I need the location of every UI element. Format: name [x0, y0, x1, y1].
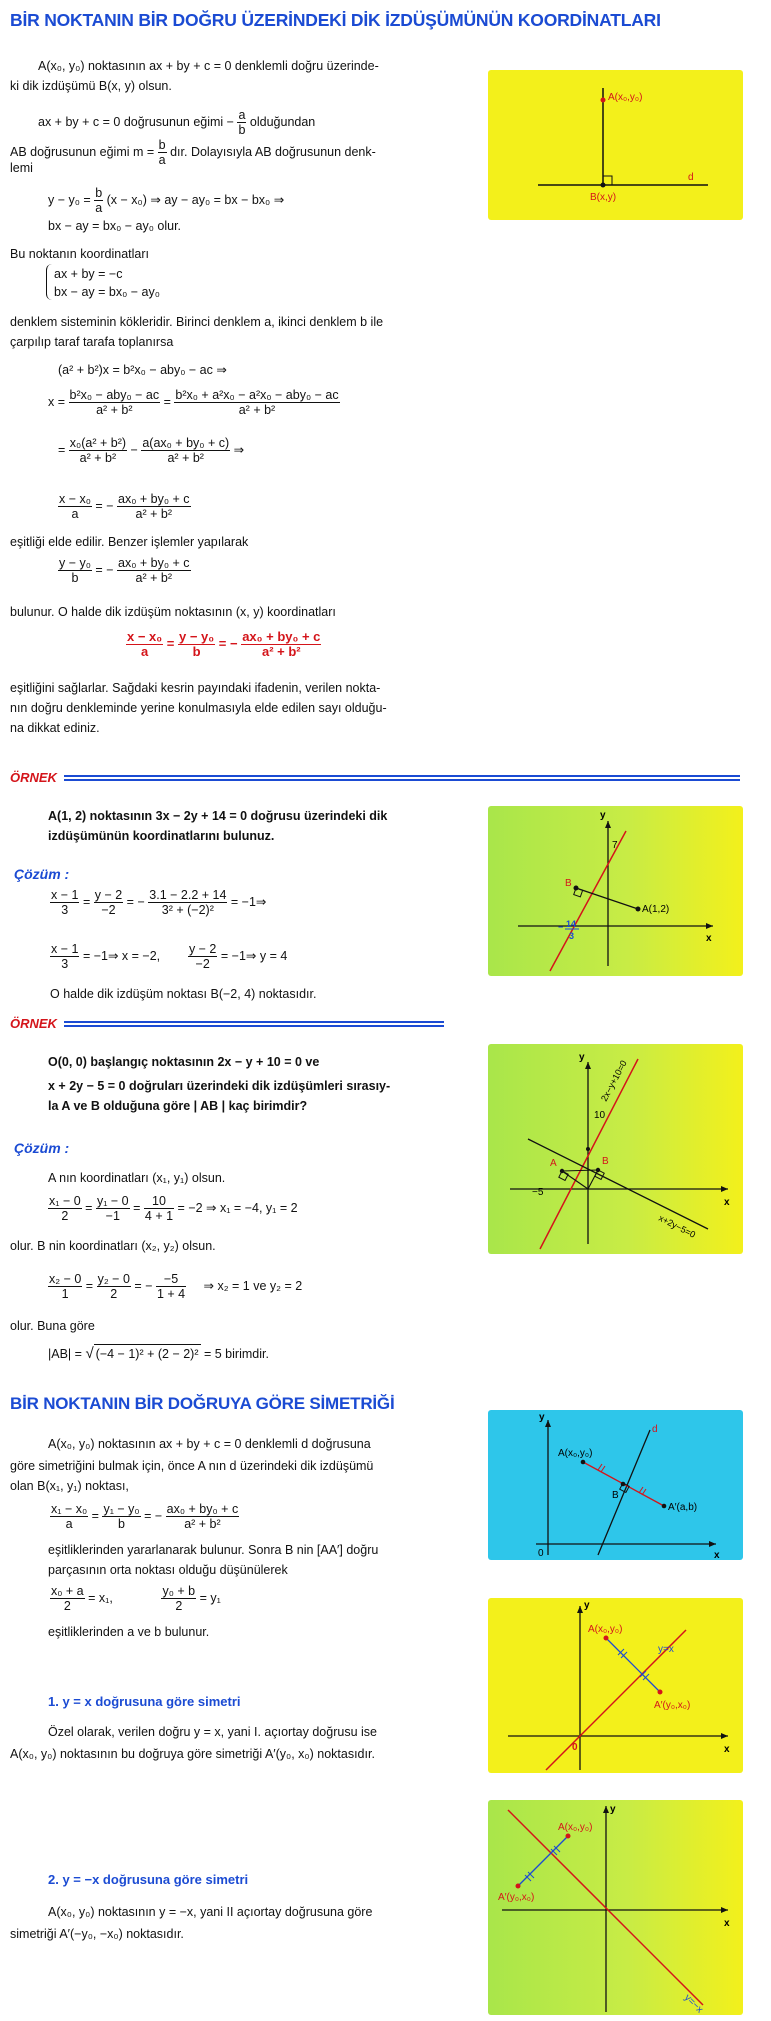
equation-line — [58, 556, 191, 585]
figure-y-equals-minus-x-svg — [488, 1800, 743, 2015]
implies-arrow: ⇒ — [233, 442, 245, 457]
line-x+2y-5 — [528, 1139, 708, 1229]
minus-sign: − — [154, 1508, 163, 1523]
numerator: x₂ − 0 — [49, 1272, 82, 1286]
denominator: b — [118, 1517, 125, 1531]
fraction — [50, 942, 79, 971]
point-b — [574, 886, 579, 891]
equals: = — [85, 1200, 93, 1215]
label-b: B — [612, 1490, 619, 1501]
point-a — [601, 98, 606, 103]
label-a: A(x₀,y₀) — [588, 1624, 623, 1635]
point-a — [560, 1169, 564, 1173]
example-label: ÖRNEK — [10, 1016, 57, 1031]
point-a-prime — [516, 1884, 521, 1889]
numerator: 3.1 − 2.2 + 14 — [149, 888, 227, 902]
fraction-b-over-a — [158, 138, 167, 167]
label-3: 3 — [569, 931, 575, 941]
y-label: y — [579, 1052, 585, 1063]
x-axis-arrow — [721, 1907, 728, 1913]
fraction — [144, 1194, 174, 1223]
y-axis-arrow — [603, 1806, 609, 1813]
minus-sign: − — [106, 498, 114, 513]
denominator: a — [71, 507, 79, 521]
denominator: 3² + (−2)² — [161, 903, 214, 917]
minus-sign: − — [106, 562, 114, 577]
label-a-prime: A′(y₀,x₀) — [654, 1700, 691, 1711]
equals: = — [82, 894, 91, 909]
text-line: parçasının orta noktası olduğu düşünülerek — [48, 1563, 288, 1577]
solution-eq — [50, 942, 287, 971]
equals: = — [85, 1278, 94, 1293]
question-line: la A ve B olduğuna göre | AB | kaç birimdir? — [48, 1099, 308, 1113]
text-line: göre simetriğini bulmak için, önce A nın d üzerindeki dik izdüşümü — [10, 1459, 374, 1473]
text: = −1⇒ y = 4 — [220, 948, 288, 963]
x-label: x — [724, 1744, 730, 1755]
numerator: y − 2 — [94, 888, 123, 902]
origin-label: 0 — [572, 1742, 578, 1753]
denominator: 2 — [61, 1209, 69, 1223]
label-minus: − — [558, 922, 564, 932]
denominator: −1 — [105, 1209, 120, 1223]
tick-mark — [598, 1464, 602, 1470]
section-title-symmetry: BİR NOKTANIN BİR DOĞRUYA GÖRE SİMETRİĞİ — [10, 1394, 395, 1413]
label-line2: x+2y−5=0 — [657, 1212, 698, 1240]
denominator: 2 — [63, 1599, 71, 1613]
segment-oa — [562, 1171, 588, 1189]
equals: = — [218, 635, 227, 651]
label-a-prime: A′(y₀,x₀) — [498, 1892, 535, 1903]
label-line: y=x — [658, 1644, 674, 1655]
numerator: x − 1 — [51, 942, 79, 956]
denominator: 1 + 4 — [156, 1287, 186, 1301]
denominator: a² + b² — [261, 644, 301, 659]
figure-projection-panel — [488, 70, 743, 220]
numerator: −5 — [156, 1272, 186, 1287]
minus-sign: − — [130, 442, 138, 457]
text: dır. Dolayısıyla AB doğrusunun denk- — [170, 144, 376, 159]
denominator: a — [65, 1517, 73, 1531]
figure-example2-svg — [488, 1044, 743, 1254]
numerator: x₀ + a — [51, 1584, 84, 1598]
text-line: nın doğru denkleminde yerine konulmasıyla elde edilen sayı olduğu- — [10, 701, 387, 715]
fraction — [161, 1584, 196, 1613]
text-line: A(x₀, y₀) noktasının ax + by + c = 0 denklemli d doğrusuna — [48, 1437, 371, 1451]
tick-mark — [601, 1466, 605, 1472]
text-line: simetriği A′(−y₀, −x₀) noktasıdır. — [10, 1927, 184, 1941]
figure-y-equals-minus-x-panel — [488, 1800, 743, 2015]
system-eq: bx − ay = bx₀ − ay₀ — [54, 285, 160, 299]
numerator: y − 2 — [188, 942, 217, 956]
label-b: B — [565, 878, 572, 889]
text: = −1⇒ — [230, 894, 267, 909]
sqrt-sign: √ — [85, 1345, 94, 1362]
label-line1: 2x−y+10=0 — [598, 1058, 629, 1103]
text-line: lemi — [10, 161, 33, 175]
fraction — [174, 388, 339, 417]
denominator: a — [158, 153, 166, 167]
x-axis-arrow — [721, 1186, 728, 1192]
text-line: bulunur. O halde dik izdüşüm noktasının (x, y) koordinatları — [10, 605, 336, 619]
text-line: eşitliğini sağlarlar. Sağdaki kesrin payındaki ifadenin, verilen nokta- — [10, 681, 381, 695]
midpoint-eq — [50, 1584, 221, 1613]
system-brace — [46, 264, 53, 300]
text-line: denklem sisteminin kökleridir. Birinci denklem a, ikinci denklem b ile — [10, 315, 384, 329]
label-b: B — [602, 1156, 609, 1167]
label-a: A — [550, 1158, 557, 1169]
numerator: y₀ + b — [162, 1584, 196, 1598]
denominator: b — [238, 123, 246, 137]
label-7: 7 — [612, 840, 618, 851]
numerator: a(ax₀ + by₀ + c) — [142, 436, 230, 450]
figure-symmetry-svg — [488, 1410, 743, 1560]
numerator: x − x₀ — [127, 629, 163, 644]
numerator: x₀(a² + b²) — [69, 436, 127, 450]
label-d: d — [688, 172, 694, 183]
equals: = — [163, 394, 171, 409]
x-label: x — [714, 1550, 720, 1560]
point-b — [596, 1168, 600, 1172]
denominator: a² + b² — [184, 1517, 221, 1531]
label-a: A(x₀,y₀) — [558, 1822, 593, 1833]
fraction — [94, 888, 123, 917]
equals: = — [133, 1200, 141, 1215]
question-line: izdüşümünün koordinatlarını bulunuz. — [48, 829, 275, 843]
text-line: A(x₀, y₀) noktasının ax + by + c = 0 denklemli doğru üzerinde- — [38, 59, 379, 73]
y-axis-arrow — [545, 1420, 551, 1427]
numerator: b²x₀ − aby₀ − ac — [69, 388, 160, 402]
solution-eq — [48, 1272, 302, 1301]
boxed-result-formula — [126, 630, 321, 659]
label-b: B(x,y) — [590, 192, 617, 203]
x-axis-arrow — [709, 1541, 716, 1547]
denominator: 4 + 1 — [144, 1209, 174, 1223]
fraction — [58, 492, 92, 521]
question-line: x + 2y − 5 = 0 doğruları üzerindeki dik izdüşümleri sırasıy- — [48, 1079, 391, 1093]
text: = −2 ⇒ x₁ = −4, y₁ = 2 — [177, 1200, 298, 1215]
numerator: x₁ − x₀ — [51, 1502, 88, 1516]
fraction — [117, 492, 191, 521]
label-a-prime: A′(a,b) — [668, 1502, 698, 1513]
fraction — [97, 1272, 131, 1301]
label-14: 14 — [566, 919, 577, 929]
point-a — [581, 1460, 586, 1465]
denominator: a² + b² — [135, 571, 173, 585]
minus-sign: − — [145, 1278, 153, 1293]
denominator: a² + b² — [167, 451, 204, 465]
equation-line — [58, 492, 191, 521]
fraction — [50, 888, 79, 917]
figure-projection-svg — [488, 70, 743, 220]
text-line: eşitliği elde edilir. Benzer işlemler yapılarak — [10, 535, 249, 549]
equation-line: bx − ay = bx₀ − ay₀ olur. — [48, 219, 182, 233]
text-line: na dikkat ediniz. — [10, 721, 100, 735]
text-line: eşitliklerinden yararlanarak bulunur. Sonra B nin [AA′] doğru — [48, 1543, 379, 1557]
minus-sign: − — [229, 635, 238, 651]
y-axis-arrow — [577, 1606, 583, 1613]
denominator: 2 — [110, 1287, 118, 1301]
question-line: A(1, 2) noktasının 3x − 2y + 14 = 0 doğrusu üzerindeki dik — [48, 809, 388, 823]
text: = −1⇒ x = −2, — [82, 948, 161, 963]
system-eq: ax + by = −c — [54, 267, 123, 281]
numerator: b²x₀ + a²x₀ − a²x₀ − aby₀ − ac — [175, 388, 339, 402]
text: = 5 birimdir. — [203, 1347, 269, 1361]
equals: = — [58, 442, 66, 457]
fraction — [96, 1194, 130, 1223]
label-line: y=−x — [681, 1992, 705, 2015]
example-rule — [64, 775, 740, 783]
equals: = — [126, 894, 134, 909]
text-line: olan B(x₁, y₁) noktası, — [10, 1479, 129, 1493]
text: = y₁ — [199, 1590, 221, 1605]
denominator: a — [95, 201, 103, 215]
numerator: x − x₀ — [59, 492, 91, 506]
denominator: 3 — [61, 957, 69, 971]
slope-line — [38, 108, 315, 137]
denominator: b — [192, 644, 201, 659]
fraction-a-over-b — [237, 108, 246, 137]
text-line: A(x₀, y₀) noktasının y = −x, yani II açıortay doğrusuna göre — [48, 1905, 373, 1919]
solution-text: A nın koordinatları (x₁, y₁) olsun. — [48, 1171, 226, 1185]
segment-aa-prime — [518, 1836, 568, 1886]
tick-mark — [621, 1652, 627, 1658]
text: y − y₀ = — [48, 192, 91, 207]
origin-label: 0 — [538, 1548, 544, 1559]
point-a-prime — [658, 1690, 663, 1695]
fraction-b-over-a — [94, 186, 103, 215]
text: x = — [48, 394, 66, 409]
fraction — [48, 1272, 82, 1301]
denominator: 3 — [61, 903, 69, 917]
subsection-title-y-equals-minus-x: 2. y = −x doğrusuna göre simetri — [48, 1872, 249, 1887]
tick-mark — [640, 1671, 646, 1677]
numerator: ax₀ + by₀ + c — [242, 629, 321, 644]
tick-mark — [643, 1674, 649, 1680]
question-line: O(0, 0) başlangıç noktasının 2x − y + 10 = 0 ve — [48, 1055, 320, 1069]
figure-y-equals-x-svg — [488, 1598, 743, 1773]
text: |AB| = — [48, 1347, 82, 1361]
solution-result: O halde dik izdüşüm noktası B(−2, 4) noktasıdır. — [50, 987, 317, 1001]
y-label: y — [584, 1600, 590, 1611]
text-line: çarpılıp taraf tarafa toplanırsa — [10, 335, 174, 349]
equals: = — [95, 562, 103, 577]
numerator: y₂ − 0 — [97, 1272, 130, 1286]
section-title-projection: BİR NOKTANIN BİR DOĞRU ÜZERİNDEKİ DİK İZDÜŞÜMÜNÜN KOORDİNATLARI — [10, 10, 661, 30]
subsection-title-y-equals-x: 1. y = x doğrusuna göre simetri — [48, 1694, 241, 1709]
text-line: ki dik izdüşümü B(x, y) olsun. — [10, 79, 172, 93]
minus-sign: − — [226, 114, 234, 129]
x-axis-arrow — [706, 923, 713, 929]
fraction — [50, 1502, 88, 1531]
text: ax + by + c = 0 doğrusunun eğimi — [38, 114, 224, 129]
x-axis-arrow — [721, 1733, 728, 1739]
label-a: A(x₀,y₀) — [558, 1448, 593, 1459]
fraction — [166, 1502, 240, 1531]
numerator: y − y₀ — [178, 629, 215, 644]
point-a — [566, 1834, 571, 1839]
fraction — [156, 1272, 186, 1301]
fraction — [102, 1502, 140, 1531]
text-line: eşitliklerinden a ve b bulunur. — [48, 1625, 210, 1639]
fraction — [126, 630, 163, 659]
denominator: a² + b² — [79, 451, 117, 465]
equals: = — [134, 1278, 142, 1293]
denominator: 2 — [175, 1599, 183, 1613]
fraction — [48, 1194, 82, 1223]
fraction — [117, 556, 191, 585]
text: ⇒ x₂ = 1 ve y₂ = 2 — [203, 1278, 303, 1293]
equation-line — [48, 186, 284, 215]
fraction — [178, 630, 215, 659]
point-b — [621, 1482, 626, 1487]
fraction — [58, 556, 92, 585]
numerator: x₁ − 0 — [49, 1194, 81, 1208]
y-label: y — [600, 810, 606, 821]
figure-symmetry-panel — [488, 1410, 743, 1560]
numerator: a — [238, 108, 246, 122]
point-a-prime — [662, 1504, 667, 1509]
fraction — [141, 436, 230, 465]
example-label: ÖRNEK — [10, 770, 57, 785]
y-label: y — [539, 1412, 545, 1423]
tick-mark — [642, 1489, 646, 1495]
label-10: 10 — [594, 1110, 606, 1121]
symmetry-eq — [50, 1502, 239, 1531]
fraction — [69, 436, 127, 465]
equals: = — [91, 1508, 99, 1523]
denominator: 1 — [61, 1287, 69, 1301]
fraction — [69, 388, 161, 417]
y-axis-arrow — [585, 1062, 591, 1069]
equation-line — [58, 436, 244, 465]
fraction — [188, 942, 217, 971]
y-axis-arrow — [605, 821, 611, 828]
sqrt-radicand: (−4 − 1)² + (2 − 2)² — [94, 1344, 201, 1361]
denominator: a — [140, 644, 149, 659]
numerator: y − y₀ — [59, 556, 91, 570]
solution-eq — [48, 1194, 298, 1223]
x-label: x — [724, 1918, 730, 1929]
figure-y-equals-x-panel — [488, 1598, 743, 1773]
denominator: a² + b² — [96, 403, 133, 417]
numerator: b — [95, 186, 103, 200]
solution-label: Çözüm : — [14, 1140, 70, 1156]
line-2x-y+10 — [540, 1059, 638, 1249]
numerator: ax₀ + by₀ + c — [166, 1502, 239, 1516]
x-label: x — [724, 1197, 730, 1208]
label-d: d — [652, 1424, 658, 1435]
numerator: ax₀ + by₀ + c — [118, 556, 190, 570]
denominator: a² + b² — [238, 403, 276, 417]
text-line: Bu noktanın koordinatları — [10, 247, 149, 261]
slope-ab-line — [10, 138, 376, 167]
denominator: −2 — [101, 903, 116, 917]
text: olduğundan — [249, 114, 316, 129]
equation-line: (a² + b²)x = b²x₀ − aby₀ − ac ⇒ — [58, 363, 227, 377]
numerator: 10 — [144, 1194, 174, 1209]
solution-text: olur. Buna göre — [10, 1319, 95, 1333]
text: (x − x₀) ⇒ ay − ay₀ = bx − bx₀ ⇒ — [106, 192, 285, 207]
equals: = — [95, 498, 103, 513]
tick-mark — [618, 1649, 624, 1655]
figure-example2-panel — [488, 1044, 743, 1254]
example-rule — [64, 1021, 444, 1029]
text-line: Özel olarak, verilen doğru y = x, yani I. açıortay doğrusu ise — [48, 1725, 377, 1739]
equals: = — [166, 635, 175, 651]
solution-label: Çözüm : — [14, 866, 70, 882]
solution-eq — [50, 888, 266, 917]
label-minus5: −5 — [532, 1187, 544, 1198]
x-label: x — [706, 933, 712, 944]
numerator: ax₀ + by₀ + c — [118, 492, 190, 506]
point-a — [636, 907, 641, 912]
numerator: y₁ − 0 — [96, 1194, 129, 1208]
text: AB doğrusunun eğimi m = — [10, 144, 155, 159]
numerator: y₁ − y₀ — [103, 1502, 140, 1516]
denominator: a² + b² — [135, 507, 173, 521]
numerator: b — [158, 138, 166, 152]
point-b — [601, 183, 606, 188]
y-label: y — [610, 1804, 616, 1815]
denominator: b — [71, 571, 79, 585]
line-d — [598, 1430, 650, 1555]
point-a — [604, 1636, 609, 1641]
fraction — [241, 630, 321, 659]
distance-eq — [48, 1346, 269, 1362]
label-a: A(x₀,y₀) — [608, 92, 643, 103]
fraction — [148, 888, 227, 917]
text-line: A(x₀, y₀) noktasının bu doğruya göre simetriği A′(y₀, x₀) noktasıdır. — [10, 1747, 375, 1761]
numerator: x − 1 — [51, 888, 79, 902]
label-a: A(1,2) — [642, 904, 670, 915]
figure-example1-svg — [488, 806, 743, 976]
fraction — [50, 1584, 85, 1613]
equation-x — [48, 388, 340, 417]
tick-mark — [639, 1487, 643, 1493]
minus-sign: − — [137, 894, 145, 909]
figure-example1-panel — [488, 806, 743, 976]
denominator: −2 — [195, 957, 210, 971]
solution-text: olur. B nin koordinatları (x₂, y₂) olsun. — [10, 1239, 216, 1253]
point-intercept — [586, 1147, 590, 1151]
equals: = — [144, 1508, 152, 1523]
text: = x₁, — [88, 1590, 113, 1605]
